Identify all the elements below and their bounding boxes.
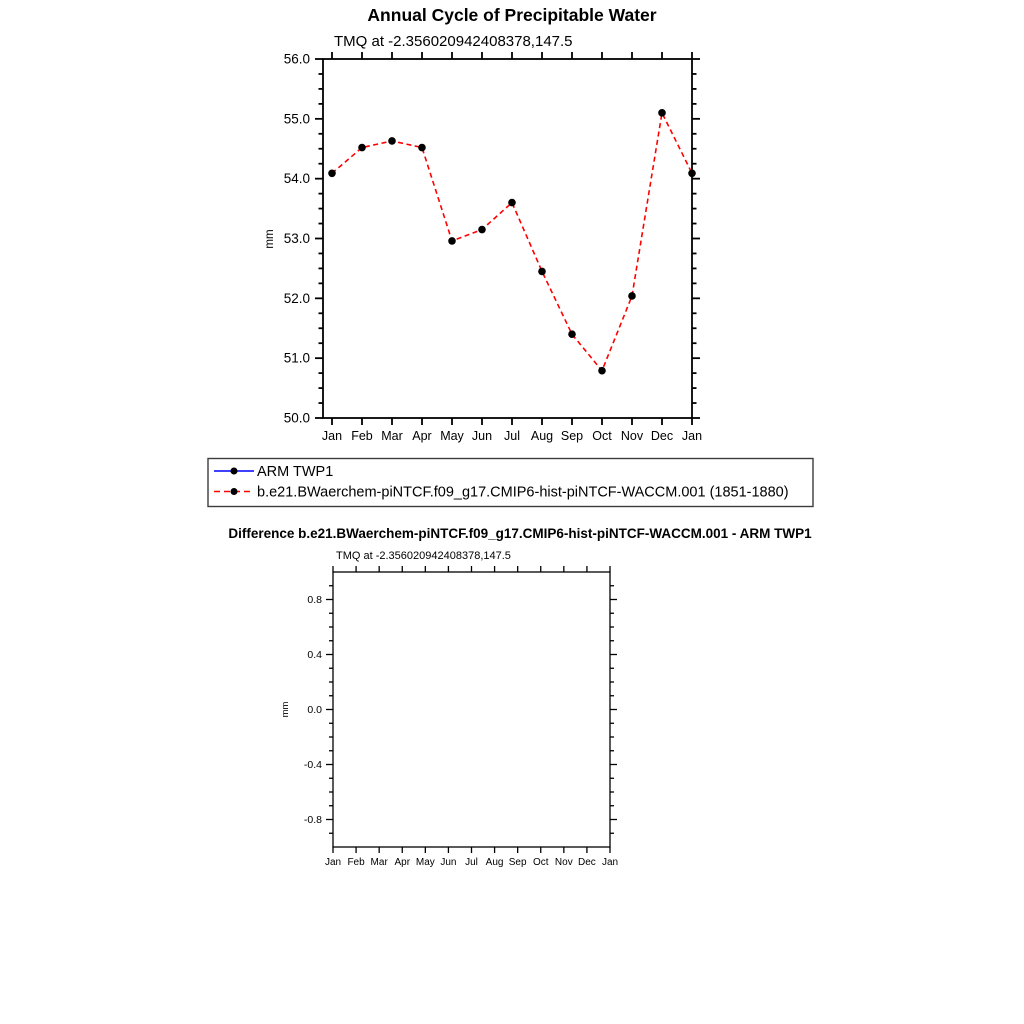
legend xyxy=(208,459,813,507)
difference-title: Difference b.e21.BWaerchem-piNTCF.f09_g17.CMIP6-hist-piNTCF-WACCM.001 - ARM TWP1 xyxy=(228,526,812,541)
x-tick-label: Jun xyxy=(471,429,493,443)
y-tick-label: 0.8 xyxy=(307,594,322,606)
y-tick-label: 50.0 xyxy=(283,410,310,426)
data-point-marker xyxy=(328,169,336,177)
x-tick-label: Nov xyxy=(554,857,573,868)
x-tick-label: Aug xyxy=(530,429,554,443)
y-tick-label: 53.0 xyxy=(283,231,310,246)
y-tick-label: 0.0 xyxy=(307,704,322,716)
x-tick-label: May xyxy=(440,429,464,443)
data-point-marker xyxy=(358,144,366,152)
data-point-marker xyxy=(418,144,426,152)
x-tick-label: Jan xyxy=(321,429,343,443)
data-point-marker xyxy=(478,226,486,234)
y-tick-label: 56.0 xyxy=(283,51,310,67)
data-point-marker xyxy=(628,292,636,300)
plot-frame xyxy=(333,572,610,847)
legend-label-obs: ARM TWP1 xyxy=(257,464,334,480)
x-tick-label: Apr xyxy=(394,857,411,868)
data-point-marker xyxy=(568,330,576,338)
y-tick-label: 54.0 xyxy=(283,171,310,187)
data-point-marker xyxy=(388,137,396,145)
x-tick-label: Jul xyxy=(465,857,478,868)
top-chart-plot-area xyxy=(284,52,702,444)
legend-label-model: b.e21.BWaerchem-piNTCF.f09_g17.CMIP6-hist-piNTCF-WACCM.001 (1851-1880) xyxy=(257,484,789,501)
x-tick-label: Jul xyxy=(504,429,520,443)
top-chart-subtitle: TMQ at -2.356020942408378,147.5 xyxy=(334,33,573,50)
bottom-chart-subtitle: TMQ at -2.356020942408378,147.5 xyxy=(336,550,511,562)
x-tick-label: Oct xyxy=(592,429,612,443)
x-tick-label: Sep xyxy=(508,857,527,868)
x-tick-label: Jan xyxy=(601,857,619,868)
plot-frame xyxy=(323,59,692,418)
x-tick-label: Sep xyxy=(560,429,584,443)
data-point-marker xyxy=(658,109,666,117)
x-tick-label: Jun xyxy=(440,857,457,868)
y-tick-label: 51.0 xyxy=(283,350,310,366)
y-tick-label: -0.4 xyxy=(303,759,322,771)
data-point-marker xyxy=(448,237,456,245)
bottom-chart-y-axis-label: mm xyxy=(280,701,291,718)
y-tick-label: -0.8 xyxy=(303,814,322,826)
x-tick-label: Oct xyxy=(532,857,549,868)
main-title: Annual Cycle of Precipitable Water xyxy=(367,5,657,25)
x-tick-label: Apr xyxy=(412,429,432,443)
y-tick-label: 52.0 xyxy=(283,290,310,306)
legend-marker-model-icon xyxy=(231,488,238,495)
x-tick-label: May xyxy=(415,857,435,868)
x-tick-label: Dec xyxy=(650,429,674,443)
legend-marker-obs-icon xyxy=(231,468,238,475)
top-chart-y-axis-label: mm xyxy=(264,229,276,249)
x-tick-label: Dec xyxy=(578,857,596,868)
data-point-marker xyxy=(508,199,516,207)
data-point-marker xyxy=(598,367,606,375)
x-tick-label: Mar xyxy=(370,857,388,868)
y-tick-label: 55.0 xyxy=(283,111,310,127)
bottom-chart-plot-area xyxy=(304,566,618,868)
y-tick-label: 0.4 xyxy=(307,649,322,661)
x-tick-label: Feb xyxy=(351,429,373,443)
x-tick-label: Jan xyxy=(681,429,703,443)
x-tick-label: Feb xyxy=(347,857,365,868)
data-point-marker xyxy=(538,268,546,276)
series-line xyxy=(332,113,692,371)
x-tick-label: Mar xyxy=(381,429,403,443)
x-tick-label: Nov xyxy=(620,429,644,443)
data-point-marker xyxy=(688,169,696,177)
x-tick-label: Aug xyxy=(485,857,504,868)
x-tick-label: Jan xyxy=(324,857,342,868)
